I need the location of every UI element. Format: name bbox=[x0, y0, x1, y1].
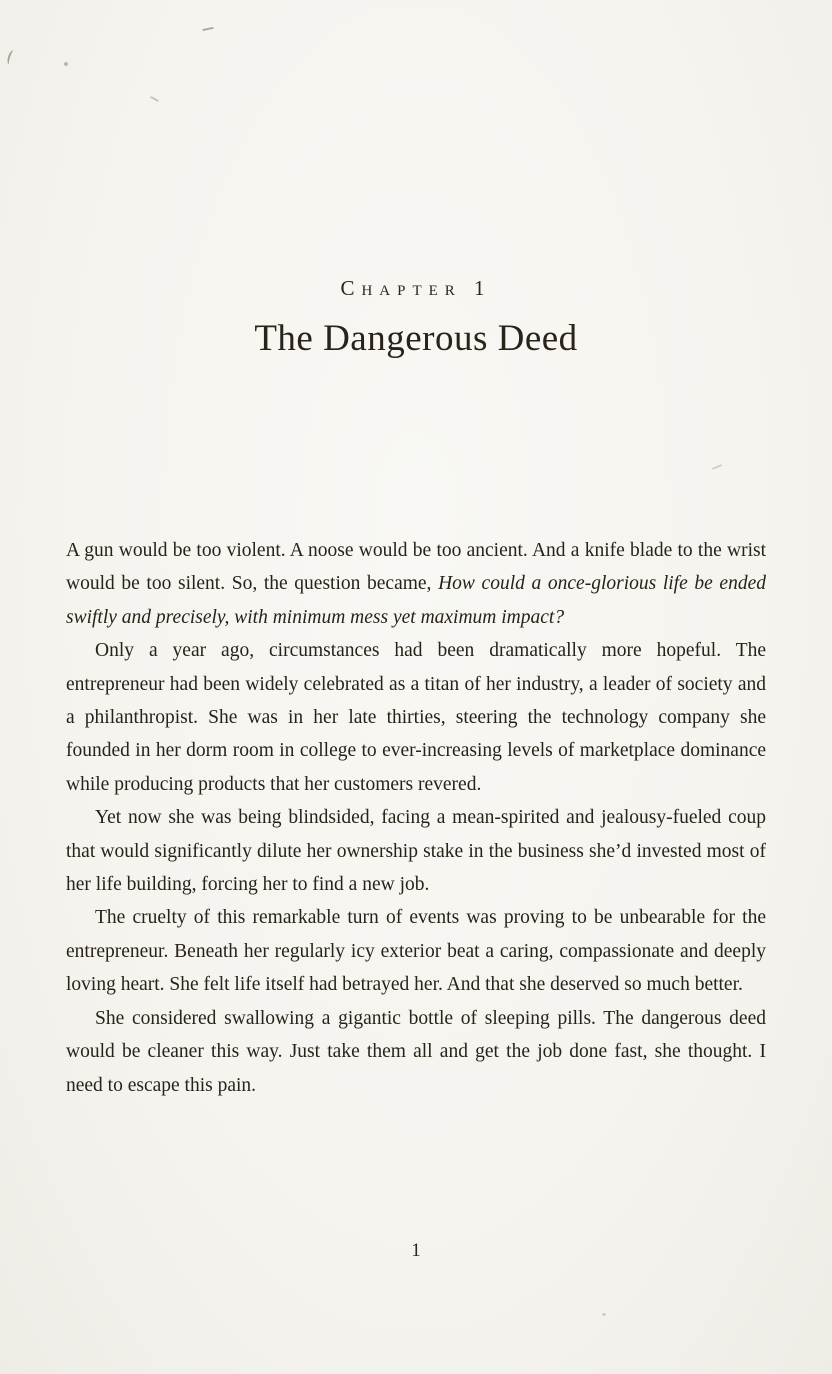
paragraph-run: She considered swallowing a gigantic bottle of sleeping pills. The dangerous deed would be cleaner this way. Just take them all and get the job done fast, she thought. I need to escape this pain. bbox=[66, 1007, 766, 1096]
paragraph bbox=[66, 534, 766, 634]
page-number: 1 bbox=[411, 1240, 421, 1261]
body-text bbox=[66, 534, 766, 1102]
paragraph bbox=[66, 1002, 766, 1102]
paragraph bbox=[66, 801, 766, 901]
paragraph-run: Only a year ago, circumstances had been dramatically more hopeful. The entrepreneur had been widely celebrated as a titan of her industry, a leader of society and a philanthropist. She was in her late thirties, steering the technology company she founded in her dorm room in college to ever-increasing levels of marketplace dominance while producing products that her customers revered. bbox=[66, 640, 766, 795]
scan-artifact bbox=[6, 49, 17, 65]
scan-artifact bbox=[712, 464, 722, 470]
paragraph-run: A gun would be too violent. A noose would be too ancient. And a knife blade to the wrist would be too silent. So, the question became, bbox=[66, 540, 766, 595]
paragraph bbox=[66, 634, 766, 801]
paragraph-run: The cruelty of this remarkable turn of events was proving to be unbearable for the entrepreneur. Beneath her regularly icy exterior beat a caring, compassionate and deeply loving heart. She felt life itself had betrayed her. And that she deserved so much better. bbox=[66, 907, 766, 996]
scan-artifact bbox=[602, 1313, 606, 1316]
paragraph-run: Yet now she was being blindsided, facing a mean-spirited and jealousy-fueled coup that would significantly dilute her ownership stake in the business she’d invested most of her life building, forcing her to find a new job. bbox=[66, 807, 766, 896]
paragraph bbox=[66, 901, 766, 1001]
chapter-label: Chapter 1 bbox=[340, 276, 492, 300]
page-title: The Dangerous Deed bbox=[254, 318, 578, 359]
paragraph-run-italic: How could a once-glorious life be ended swiftly and precisely, with minimum mess yet maximum impact? bbox=[66, 573, 766, 628]
